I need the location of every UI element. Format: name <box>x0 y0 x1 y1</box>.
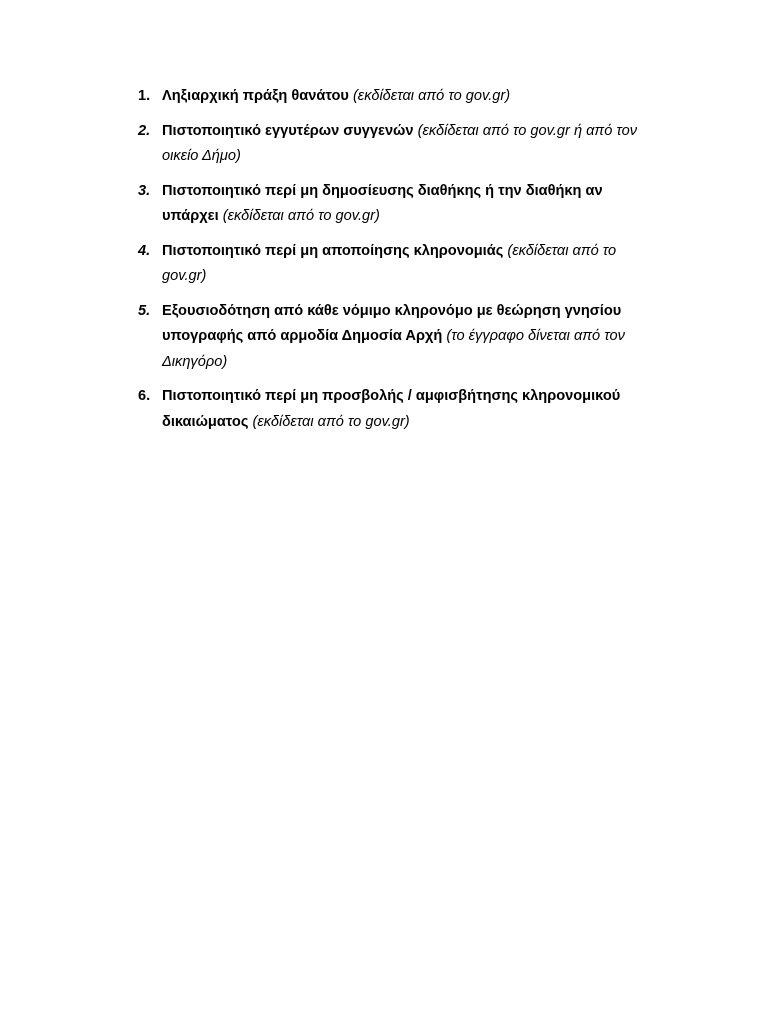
item-number: 2. <box>138 122 151 139</box>
item-note: (εκδίδεται από το gov.gr ή από τον οικείο Δήμο) <box>162 122 638 164</box>
item-number: 3. <box>138 182 151 199</box>
item-note: (εκδίδεται από το gov.gr) <box>252 413 410 430</box>
list-item <box>138 179 658 230</box>
list-item <box>138 119 658 170</box>
item-note: (εκδίδεται από το gov.gr) <box>352 88 511 104</box>
list-item <box>138 384 658 435</box>
item-note: (το έγγραφο δίνεται από τον Δικηγόρο) <box>162 328 625 370</box>
list-item <box>138 299 658 376</box>
required-documents-list <box>138 84 658 444</box>
item-note: (εκδίδεται από το gov.gr) <box>162 242 617 284</box>
item-title: Εξουσιοδότηση από κάθε νόμιμο κληρονόμο με θεώρηση γνησίου υπογραφής από αρμοδία Δημοσία Αρχή <box>162 302 622 344</box>
list-item <box>138 84 658 110</box>
item-note: (εκδίδεται από το gov.gr) <box>222 208 380 224</box>
item-title: Πιστοποιητικό περί μη προσβολής / αμφισβήτησης κληρονομικού δικαιώματος <box>162 388 621 430</box>
item-number: 1. <box>138 88 151 104</box>
item-title: Πιστοποιητικό περί μη δημοσίευσης διαθήκης ή την διαθήκη αν υπάρχει <box>162 182 603 224</box>
item-number: 6. <box>138 388 151 404</box>
item-number: 5. <box>138 302 151 319</box>
item-title: Πιστοποιητικό εγγυτέρων συγγενών <box>162 122 414 139</box>
list-item <box>138 239 658 290</box>
item-title: Πιστοποιητικό περί μη αποποίησης κληρονομιάς <box>162 242 504 259</box>
item-title: Ληξιαρχική πράξη θανάτου <box>162 88 349 104</box>
item-number: 4. <box>138 242 151 259</box>
